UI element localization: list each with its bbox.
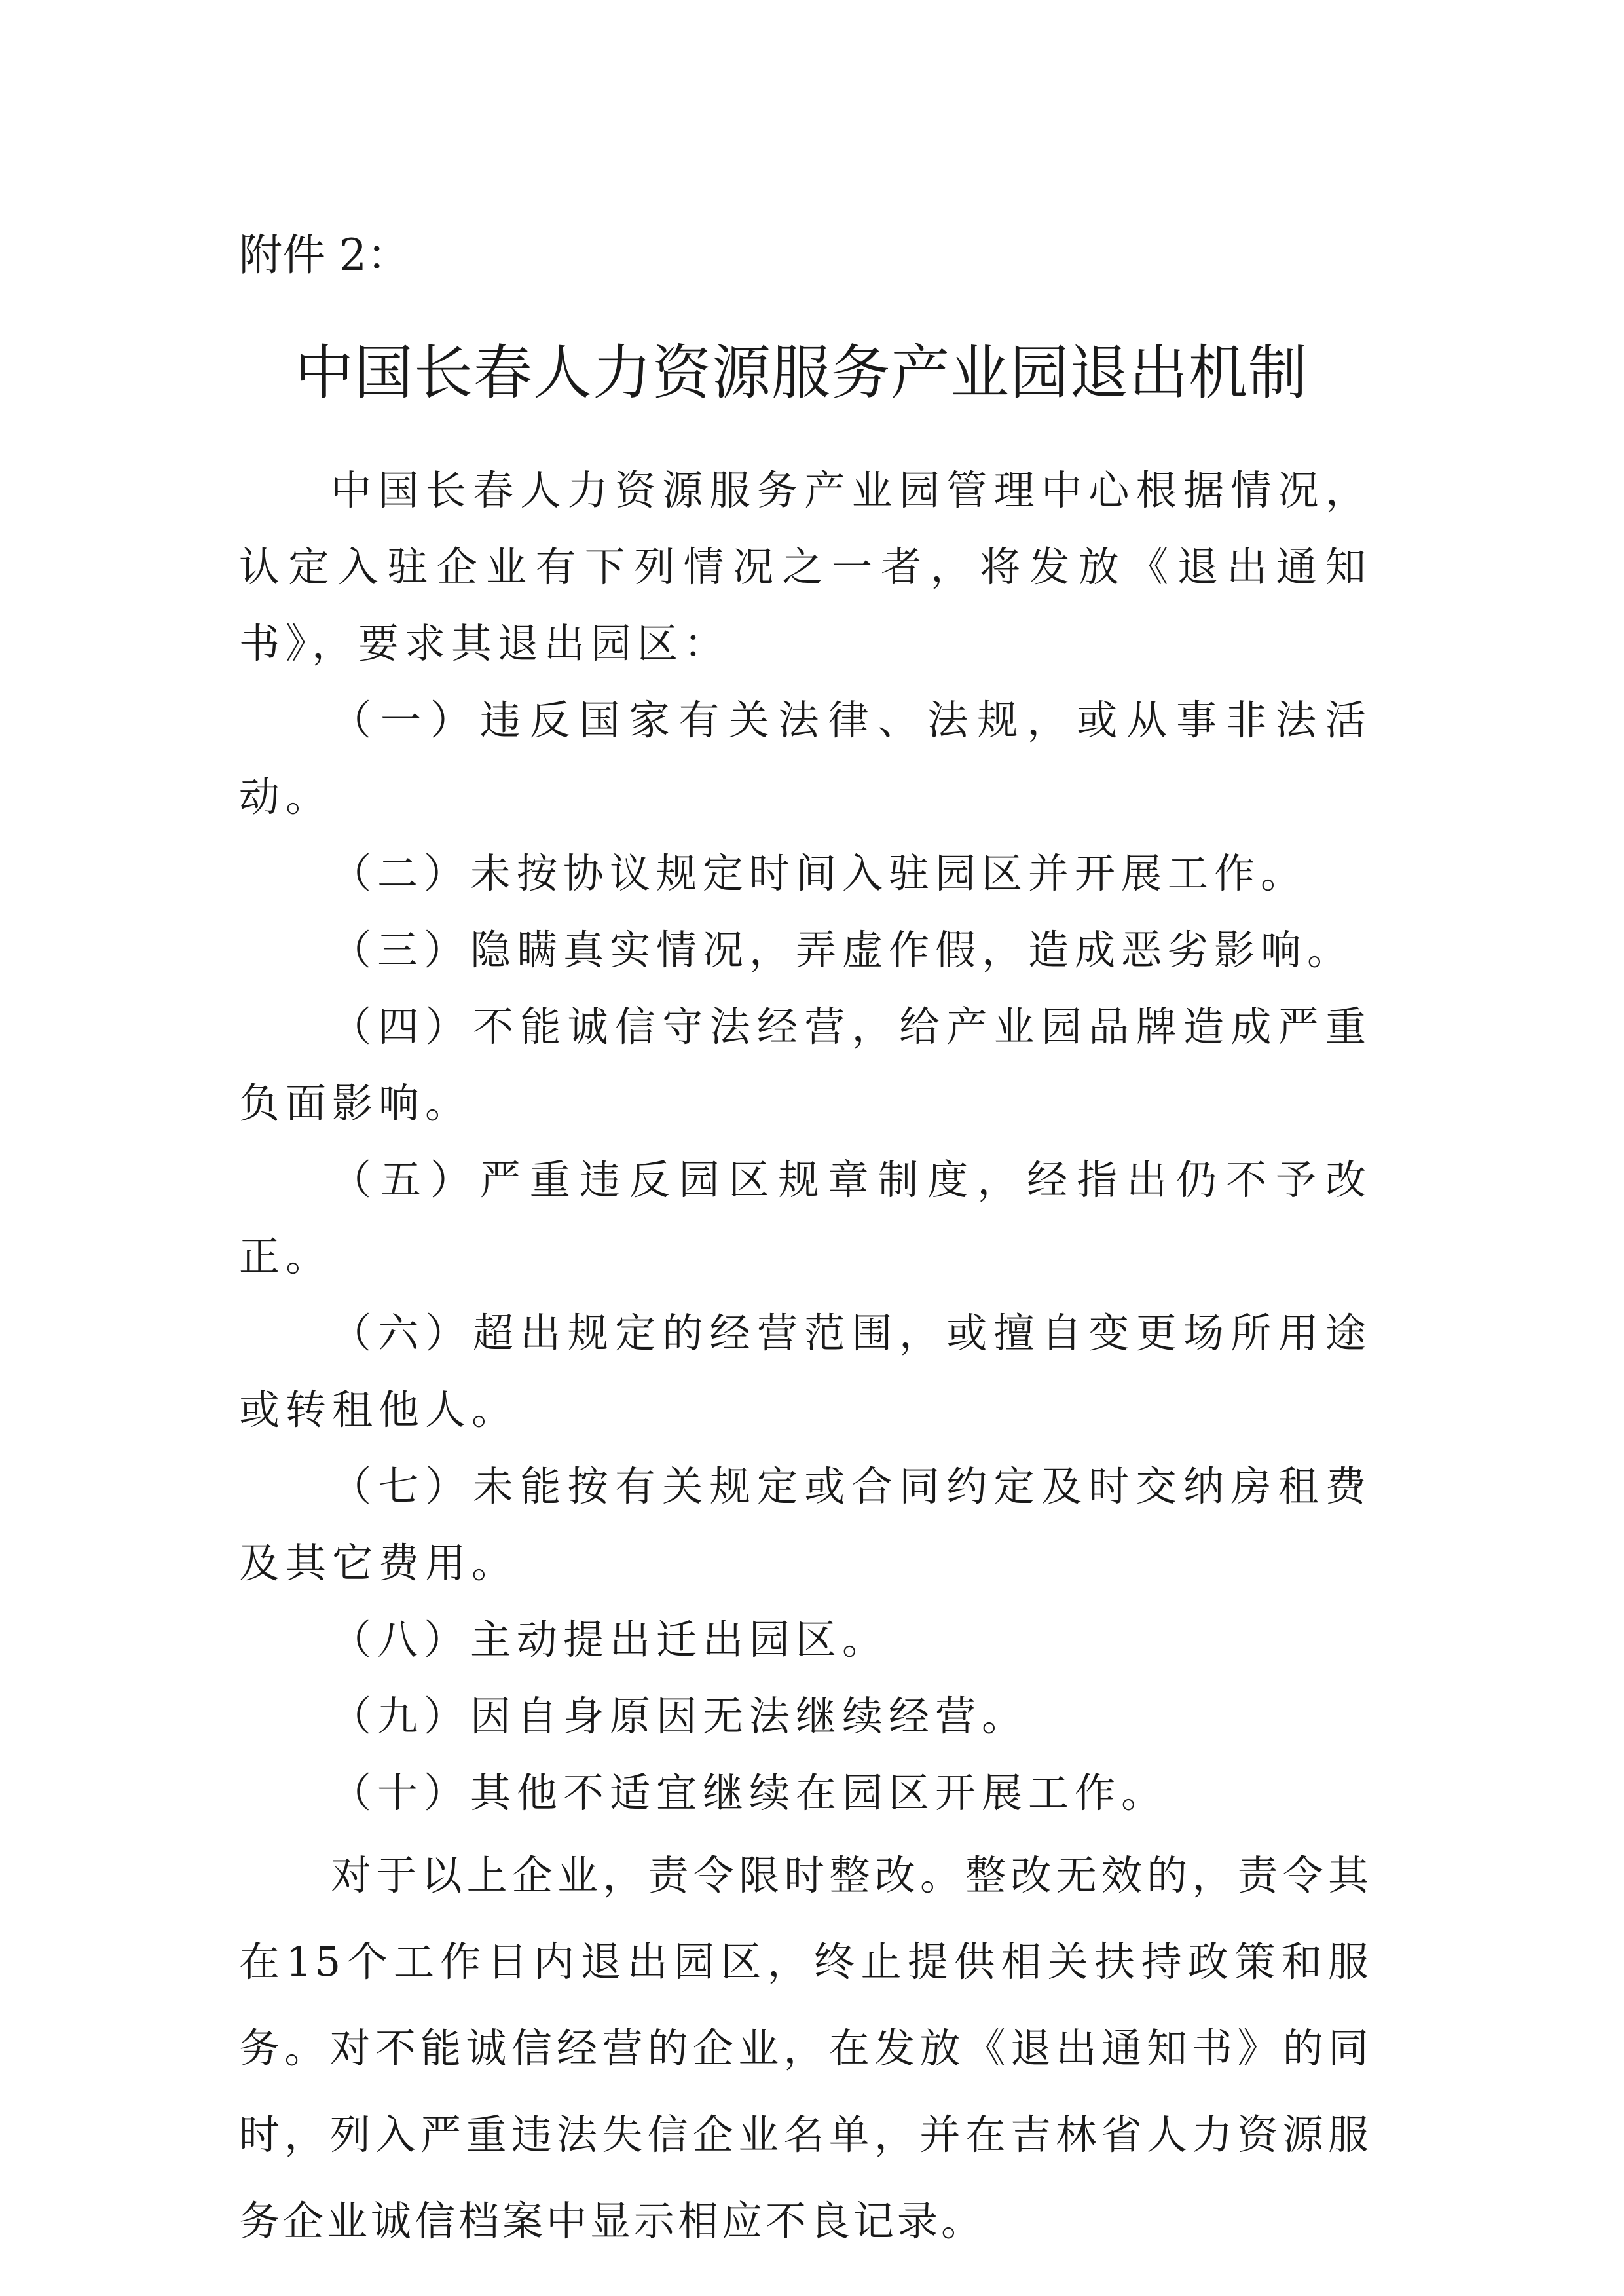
list-item: （七）未能按有关规定或合同约定及时交纳房租费及其它费用。 <box>239 1462 1372 1587</box>
list-item: （三）隐瞒真实情况，弄虚作假，造成恶劣影响。 <box>331 926 1354 974</box>
document-title: 中国长春人力资源服务产业园退出机制 <box>295 339 1308 407</box>
document-body <box>239 452 1372 2265</box>
list-item: （六）超出规定的经营范围，或擅自变更场所用途或转租他人。 <box>239 1309 1372 1434</box>
list-item: （五）严重违反园区规章制度，经指出仍不予改正。 <box>239 1156 1372 1280</box>
list-item: （十）其他不适宜继续在园区开展工作。 <box>331 1769 1168 1817</box>
intro-paragraph: 中国长春人力资源服务产业园管理中心根据情况，认定入驻企业有下列情况之一者，将发放《退出通知书》，要求其退出园区： <box>239 466 1372 667</box>
list-item: （九）因自身原因无法继续经营。 <box>331 1692 1029 1740</box>
attachment-label: 附件 2： <box>239 230 410 280</box>
list-item: （八）主动提出迁出园区。 <box>331 1616 889 1663</box>
list-item: （二）未按协议规定时间入驻园区并开展工作。 <box>331 849 1308 897</box>
closing-paragraph: 对于以上企业，责令限时整改。整改无效的，责令其在15个工作日内退出园区，终止提供相关扶持政策和服务。对不能诚信经营的企业，在发放《退出通知书》的同时，列入严重违法失信企业名单，并在吉林省人力资源服务企业诚信档案中显示相应不良记录。 <box>239 1851 1372 2245</box>
list-item: （一）违反国家有关法律、法规，或从事非法活动。 <box>239 696 1372 821</box>
list-item: （四）不能诚信守法经营，给产业园品牌造成严重负面影响。 <box>239 1003 1372 1127</box>
